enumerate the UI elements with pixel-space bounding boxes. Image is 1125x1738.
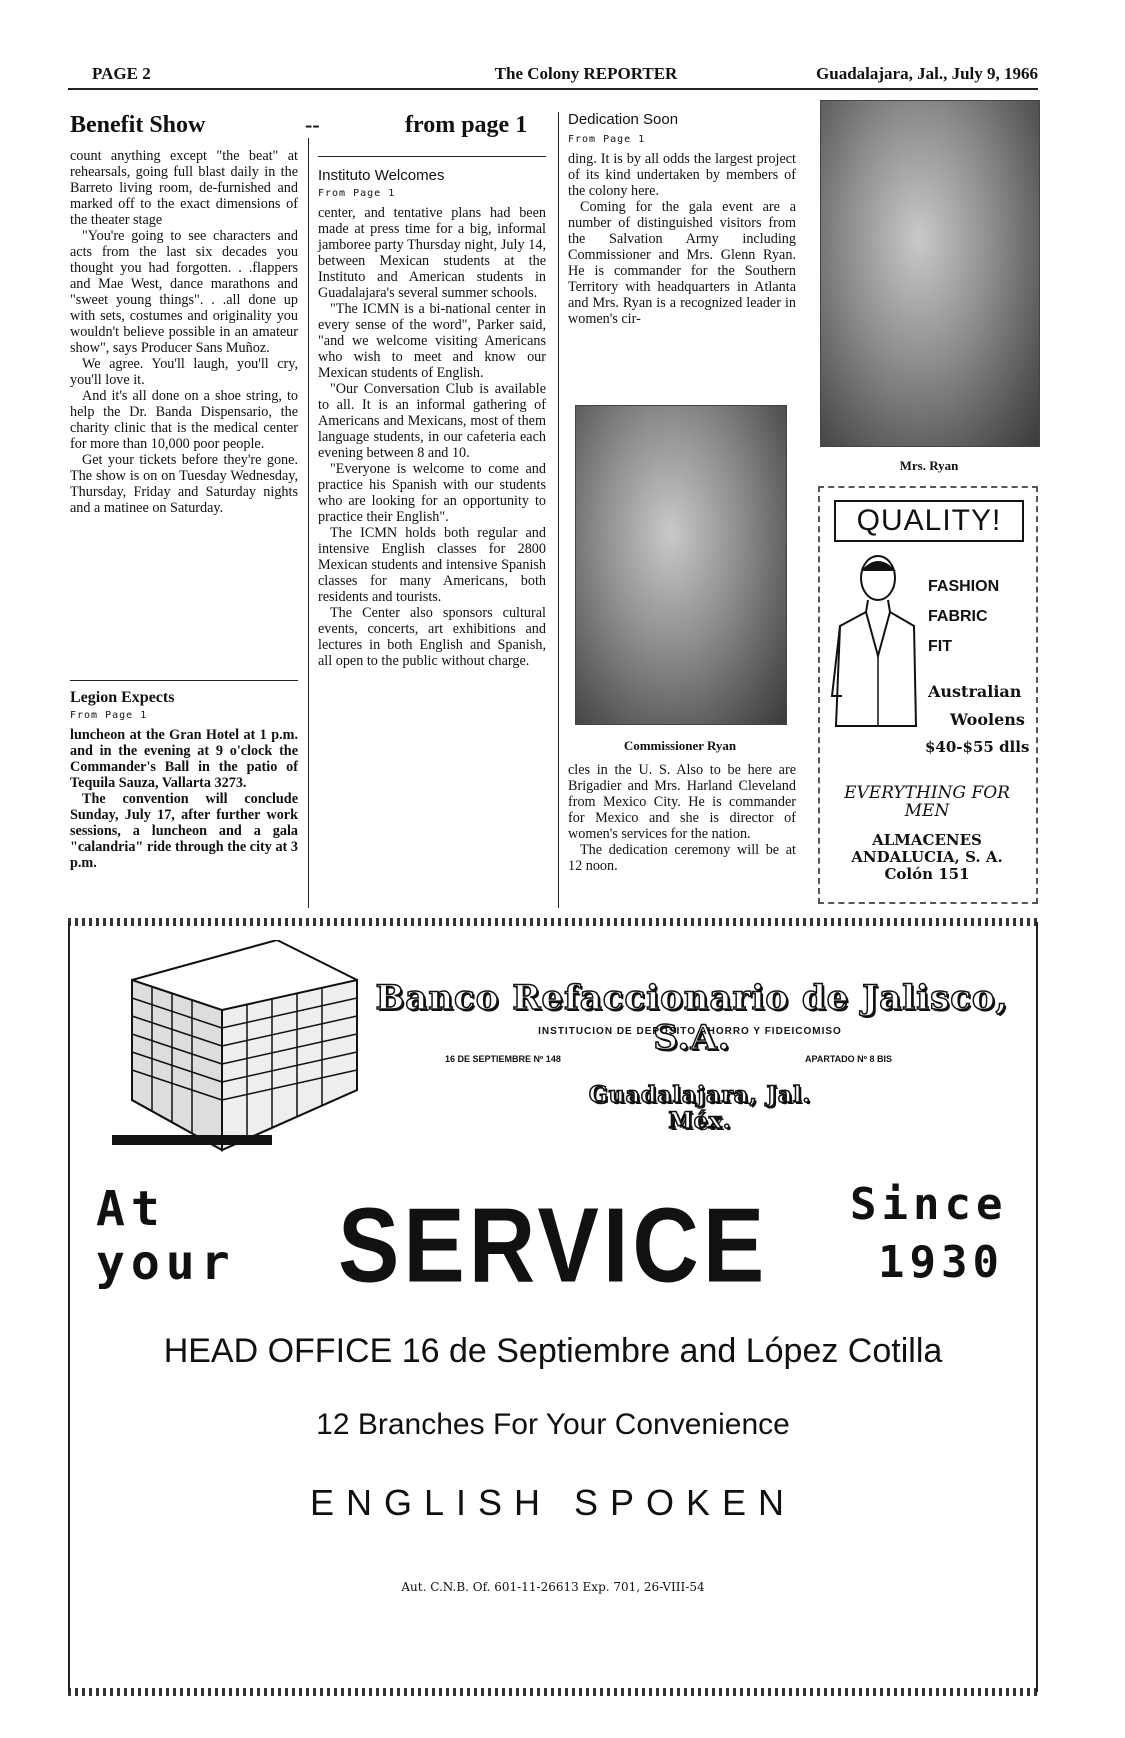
head-office: HEAD OFFICE 16 de Septiembre and López Cotilla [163, 1332, 943, 1370]
dateline: Guadalajara, Jal., July 9, 1966 [816, 64, 1038, 83]
bank-apartado: APARTADO Nº 8 BIS [805, 1054, 892, 1064]
headline-benefit-show: Benefit Show [70, 112, 206, 138]
product-line-1: Australian [928, 682, 1022, 701]
service-word: SERVICE [338, 1187, 769, 1305]
section-rule [70, 680, 298, 681]
paragraph: The ICMN holds both regular and intensive English classes for 2800 Mexican students and intensive Spanish classes for many Americans, both residents and tourists. [318, 525, 546, 605]
paragraph: luncheon at the Gran Hotel at 1 p.m. and in the evening at 9 o'clock the Commander's Ball in the patio of Tequila Sauza, Vallarta 3273. [70, 727, 298, 791]
store-name [830, 832, 1024, 883]
store-address: Colón 151 [884, 865, 970, 883]
paragraph: ding. It is by all odds the largest project of its kind undertaken by members of the colony here. [568, 151, 796, 199]
paragraph: count anything except "the beat" at rehearsals, going full blast daily in the Barreto living room, de-furnished and marked off to the exact dimensions of the theater stage [70, 148, 298, 228]
newspaper-title: The Colony REPORTER [494, 64, 678, 83]
your-word: your [96, 1235, 236, 1291]
paragraph: "The ICMN is a bi-national center in every sense of the word", Parker said, "and we welcome visiting Americans who wish to meet and know our Mexican students of English. [318, 301, 546, 381]
paragraph: Coming for the gala event are a number of distinguished visitors from the Salvation Army including Commissioner and Mrs. Glenn Ryan. He is commander for the Southern Territory with headquarters in Atlanta and Mrs. Ryan is a recognized leader in women's cir- [568, 199, 796, 327]
product-line-2: Woolens [950, 710, 1025, 729]
bank-subtitle: INSTITUCION DE DEPOSITO AHORRO Y FIDEICOMISO [538, 1026, 842, 1037]
since-block [850, 1176, 1007, 1292]
headline-from-page: from page 1 [405, 112, 528, 138]
quality-line-fit: FIT [928, 638, 952, 655]
price: $40-$55 dlls [925, 738, 1030, 756]
quality-lines [928, 572, 999, 662]
paragraph: The convention will conclude Sunday, July 17, after further work sessions, a luncheon and a gala "calandria" ride through the city at 3 p.m. [70, 791, 298, 871]
page-number: PAGE 2 [92, 64, 151, 83]
quality-ad [818, 486, 1038, 904]
benefit-show-article [70, 148, 298, 516]
dedication-article [568, 112, 796, 327]
store-name-line-2: ANDALUCIA, S. A. [851, 848, 1003, 866]
bank-street: 16 DE SEPTIEMBRE Nº 148 [445, 1054, 561, 1064]
masthead-rule [68, 88, 1038, 90]
mrs-ryan-photo [820, 100, 1040, 447]
column-rule [558, 112, 559, 908]
from-page-label: From Page 1 [568, 134, 646, 145]
store-name-line-1: ALMACENES [872, 831, 982, 849]
paragraph: cles in the U. S. Also to be here are Brigadier and Mrs. Harland Cleveland from Mexico City. He is commander for Mexico and she is director of women's services for the nation. [568, 762, 796, 842]
column-rule [308, 138, 309, 908]
tagline: EVERYTHING FOR MEN [844, 783, 1010, 821]
paragraph: center, and tentative plans had been made at press time for a big, informal jamboree party Thursday night, July 14, between Mexican students at the Instituto and American students in Guadalajara's several summer schools. [318, 205, 546, 301]
bank-city: Guadalajara, Jal. Méx. [588, 1082, 812, 1134]
paragraph: And it's all done on a shoe string, to help the Dr. Banda Dispensario, the charity clinic that is the medical center for more than 10,000 poor people. [70, 388, 298, 452]
commissioner-ryan-photo [575, 405, 787, 725]
paragraph: We agree. You'll laugh, you'll cry, you'll love it. [70, 356, 298, 388]
paragraph: The Center also sponsors cultural events, concerts, art exhibitions and lectures in both English and Spanish, all open to the public without charge. [318, 605, 546, 669]
dedication-continued [568, 762, 796, 874]
quality-line-fashion: FASHION [928, 578, 1000, 595]
bank-building-icon [112, 940, 360, 1158]
headline-dedication: Dedication Soon [568, 111, 679, 128]
section-rule [318, 156, 546, 157]
paragraph: "You're going to see characters and acts from the last six decades you thought you had forgotten. . .flappers and Mae West, dance marathons and "sweet young things". . .all done up with sets, costumes and originality you wouldn't believe possible in an amateur show", says Producer Sans Muñoz. [70, 228, 298, 356]
quality-title: QUALITY! [834, 500, 1024, 542]
headline-dashes: -- [305, 112, 320, 137]
at-word: At [96, 1181, 166, 1237]
headline-legion: Legion Expects [70, 689, 175, 706]
masthead [68, 62, 1038, 88]
man-in-suit-icon [828, 546, 923, 736]
from-page-label: From Page 1 [70, 710, 148, 721]
ad-border-left [68, 922, 70, 1692]
at-your [96, 1182, 236, 1290]
bank-name: Banco Refaccionario de Jalisco, S.A. [375, 978, 1009, 1058]
ad-border-right [1036, 922, 1038, 1692]
paragraph: The dedication ceremony will be at 12 noon. [568, 842, 796, 874]
paragraph: Get your tickets before they're gone. The show is on on Tuesday Wednesday, Thursday, Friday and Saturday nights and a matinee on Saturday. [70, 452, 298, 516]
ad-border-top [68, 918, 1038, 926]
branches: 12 Branches For Your Convenience [316, 1408, 790, 1441]
photo-caption: Mrs. Ryan [899, 458, 959, 473]
from-page-label: From Page 1 [318, 188, 396, 199]
since-year: 1930 [878, 1237, 1004, 1288]
quality-line-fabric: FABRIC [928, 608, 988, 625]
legion-article [70, 690, 298, 871]
since-word: Since [850, 1179, 1008, 1230]
headline-instituto: Instituto Welcomes [318, 167, 445, 184]
english-spoken: ENGLISH SPOKEN [309, 1482, 797, 1523]
photo-caption: Commissioner Ryan [623, 738, 737, 753]
authorization-line: Aut. C.N.B. Of. 601-11-26613 Exp. 701, 26-VIII-54 [401, 1580, 705, 1594]
paragraph: "Everyone is welcome to come and practice his Spanish with our students who are looking for an opportunity to practice their English". [318, 461, 546, 525]
ad-border-bottom [68, 1688, 1038, 1696]
instituto-article [318, 168, 546, 669]
paragraph: "Our Conversation Club is available to all. It is an informal gathering of Americans and Mexicans, most of them language students, in our cafeteria each evening between 8 and 10. [318, 381, 546, 461]
